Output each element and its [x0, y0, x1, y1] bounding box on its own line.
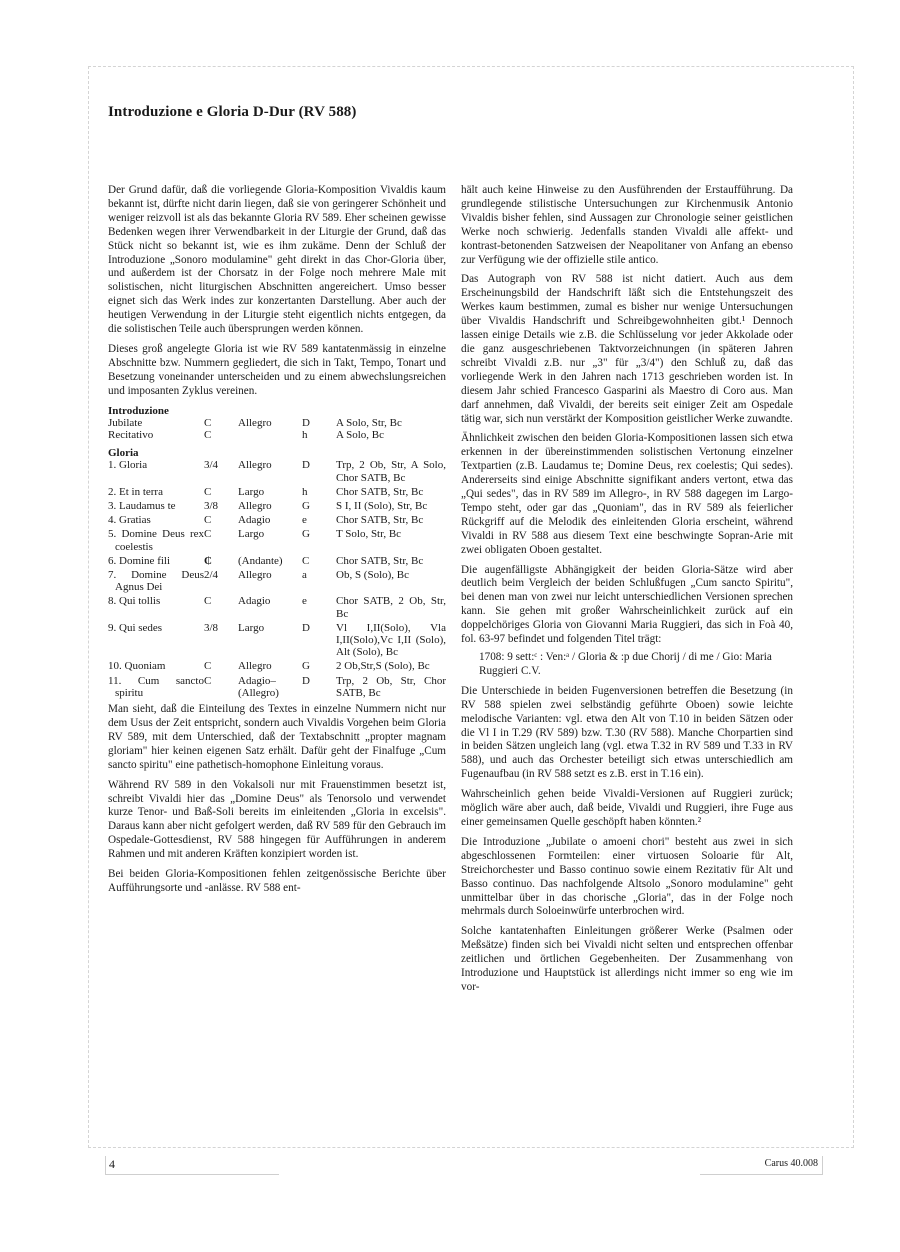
- movement-title: 9. Qui sedes: [108, 621, 163, 634]
- movement-key: a: [302, 569, 307, 582]
- movement-tempo: Allegro: [238, 660, 272, 673]
- table-row: [108, 429, 446, 441]
- movement-title: 10. Quoniam: [108, 660, 166, 673]
- movement-tempo: (Andante): [238, 554, 283, 567]
- paragraph: Während RV 589 in den Vokalsoli nur mit Frauenstimmen besetzt ist, schreibt Vivaldi hier das „Domine Deus" als Tenorsolo und verwendet kurze Tenor- und Baß-Soli bereits im einleitenden „Gloria in excelsis". Daraus kann aber nicht gefolgert werden, daß RV 589 für den Gebrauch im Ospedale-Gottesdienst, RV 588 hingegen für Aufführungen in anderem Rahmen und mit anderen Kräften konzipiert worden ist.: [108, 778, 446, 861]
- movement-time: C: [204, 528, 212, 541]
- movement-scoring: A Solo, Str, Bc: [336, 416, 402, 429]
- movement-key: D: [302, 621, 310, 634]
- movement-key: G: [302, 500, 310, 513]
- movement-key: G: [302, 660, 310, 673]
- movement-title: 11. Cum sancto spiritu: [108, 674, 204, 699]
- movement-tempo: Adagio: [238, 595, 271, 608]
- movement-title: 8. Qui tollis: [108, 595, 161, 608]
- table-row: [108, 593, 446, 619]
- table-row: [108, 417, 446, 429]
- movement-scoring: Chor SATB, Str, Bc: [336, 514, 424, 527]
- table-row: [108, 512, 446, 526]
- movement-key: h: [302, 429, 308, 441]
- movement-tempo: Adagio–(Allegro): [238, 674, 279, 699]
- movement-scoring: 2 Ob,Str,S (Solo), Bc: [336, 660, 430, 673]
- movement-table: [108, 405, 446, 699]
- movement-time: C: [204, 416, 212, 429]
- table-row: [108, 484, 446, 498]
- movement-title: 7. Domine Deus Agnus Dei: [108, 569, 204, 594]
- movement-key: h: [302, 485, 308, 498]
- movement-scoring: Trp, 2 Ob, Str, Chor SATB, Bc: [336, 674, 446, 699]
- movement-time: C: [204, 514, 212, 527]
- movement-title: Recitativo: [108, 429, 154, 441]
- movement-key: D: [302, 674, 310, 687]
- movement-scoring: Chor SATB, 2 Ob, Str, Bc: [336, 595, 446, 620]
- source-title-quote: 1708: 9 sett:ᶜ : Ven:ᵃ / Gloria & :p due Chorij / di me / Gio: Maria Ruggieri C.V.: [479, 651, 772, 677]
- movement-time: C: [204, 595, 212, 608]
- publisher-catalog-number: Carus 40.008: [700, 1156, 823, 1175]
- movement-scoring: Chor SATB, Str, Bc: [336, 485, 424, 498]
- movement-scoring: Chor SATB, Str, Bc: [336, 554, 424, 567]
- movement-time: 3/8: [204, 500, 219, 513]
- table-row: [108, 553, 446, 567]
- movement-tempo: Allegro: [238, 500, 272, 513]
- table-row: [108, 498, 446, 512]
- movement-title: 6. Domine fili: [108, 554, 171, 567]
- right-column: [461, 184, 793, 1001]
- table-row: [108, 673, 446, 699]
- movement-title: Jubilate: [108, 416, 143, 429]
- movement-key: G: [302, 528, 310, 541]
- movement-key: e: [302, 514, 307, 527]
- movement-time: 2/4: [204, 569, 219, 582]
- table-row: [108, 620, 446, 659]
- movement-time: C: [204, 674, 212, 687]
- movement-key: D: [302, 459, 310, 472]
- paragraph: Das Autograph von RV 588 ist nicht datiert. Auch aus dem Erscheinungsbild der Handschrift läßt sich die Entstehungszeit des Werkes kaum bestimmen, zumal es bisher nur wenige Untersuchungen über Vivaldis Handschrift und Schreibgewohnheiten gibt.¹ Dennoch lassen einige Details wie z.B. die Schlüsselung vor jeder Akkolade oder die ganz ausgeschriebenen Taktvorzeichnungen (in späteren Jahren schreibt Vivaldi z.B. nur „3" für „3/4") den Schluß zu, daß das vorliegende Werk in den Jahren nach 1713 geschrieben worden ist. In diesem Jahr schied Francesco Gasparini als Maestro di Coro aus. Man darf annehmen, daß Vivaldi, der bereits seit einiger Zeit am Ospedale tätig war, sich nun verstärkt der Komposition geistlicher Werke zuwandte.: [461, 273, 793, 425]
- left-column: [108, 184, 446, 902]
- movement-title: 2. Et in terra: [108, 485, 163, 498]
- movement-time: C: [204, 429, 212, 441]
- table-row: [108, 658, 446, 672]
- movement-key: D: [302, 416, 310, 429]
- movement-time: 3/8: [204, 621, 219, 634]
- paragraph: Die augenfälligste Abhängigkeit der beiden Gloria-Sätze wird aber deutlich beim Vergleich der beiden Schlußfugen „Cum sancto Spiritu", bei denen man von zwei nur leicht unterschiedlichen Versionen sprechen kann. Sie gehen mit großer Wahrscheinlichkeit zurück auf ein doppelchöriges Gloria von Giovanni Maria Ruggieri, das sich in Foà 40, fol. 63-97 befindet und folgenden Titel trägt:: [461, 563, 793, 646]
- movement-title: 3. Laudamus te: [108, 500, 176, 513]
- table-row: [108, 459, 446, 483]
- table-group-heading: Introduzione: [108, 404, 169, 417]
- paragraph: Dieses groß angelegte Gloria ist wie RV 589 kantatenmässig in einzelne Abschnitte bzw. Nummern gegliedert, die sich in Takt, Tempo, Tonart und Besetzung voneinander unterscheiden und zu einem abwechslungsreichen und imposanten Zyklus vereinen.: [108, 342, 446, 397]
- movement-scoring: Vl I,II(Solo), Vla I,II(Solo),Vc I,II (Solo), Alt (Solo), Bc: [336, 621, 446, 659]
- table-group-heading: Gloria: [108, 447, 139, 460]
- movement-scoring: S I, II (Solo), Str, Bc: [336, 500, 428, 513]
- paragraph: Wahrscheinlich gehen beide Vivaldi-Versionen auf Ruggieri zurück; möglich wäre aber auch, daß beide, Vivaldi und Ruggieri, ihre Fuge aus einer gemeinsamen Quelle geschöpft haben könnten.²: [461, 788, 793, 828]
- movement-scoring: A Solo, Bc: [336, 429, 384, 441]
- movement-tempo: Largo: [238, 528, 265, 541]
- page-title: Introduzione e Gloria D-Dur (RV 588): [108, 104, 357, 120]
- movement-tempo: Adagio: [238, 514, 271, 527]
- paragraph: hält auch keine Hinweise zu den Ausführenden der Erstaufführung. Da grundlegende stilistische Untersuchungen zur Kirchenmusik Antonio Vivaldis bisher fehlen, sind Aussagen zur Chronologie seiner geistlichen Werke noch schwierig. Jedenfalls standen Vivaldi alle affekt- und kontrast-betonenden Satzweisen der Neapolitaner von Anfang an ebenso zur Verfügung wie der offizielle stile antico.: [461, 184, 793, 266]
- movement-title: 4. Gratias: [108, 514, 151, 527]
- movement-scoring: Trp, 2 Ob, Str, A Solo, Chor SATB, Bc: [336, 459, 446, 484]
- paragraph: Man sieht, daß die Einteilung des Textes in einzelne Nummern nicht nur dem Usus der Zeit entspricht, sondern auch Vivaldis Vorgehen beim Gloria RV 589, mit dem Unterschied, daß der Textabschnitt „propter magnam gloriam" hier keinen eigenen Satz erhält. Dafür geht der Finalfuge „Cum sancto spiritu" eine pathetisch-homophone Einleitung voraus.: [108, 703, 446, 771]
- movement-scoring: T Solo, Str, Bc: [336, 528, 402, 541]
- movement-time: C: [204, 660, 212, 673]
- movement-title: 1. Gloria: [108, 459, 148, 472]
- movement-tempo: [238, 429, 302, 441]
- movement-key: e: [302, 595, 307, 608]
- paragraph: Der Grund dafür, daß die vorliegende Gloria-Komposition Vivaldis kaum bekannt ist, dürfte nicht darin liegen, daß sie von geringerer Schönheit und weniger reizvoll ist als das bekannte Gloria RV 589. Eher scheinen gewisse Bedenken wegen ihrer Verwendbarkeit in der Liturgie der Grund, daß das Stück nicht so bekannt ist, wie es ihm zukäme. Denn der Schluß der Introduzione „Sonoro modulamine" geht direkt in das Chor-Gloria über, und außerdem ist der Chorsatz in der Folge noch mehrere Male mit solistischen, nicht liturgischen Abschnitten angereichert. Umso besser eignet sich das Werk indes zur konzertanten Darstellung. Aber auch der heutigen Verwendung in der Liturgie steht eigentlich nichts entgegen, da die solistischen Teile auch übersprungen werden können.: [108, 184, 446, 336]
- movement-tempo: Allegro: [238, 459, 272, 472]
- movement-key: C: [302, 554, 310, 567]
- movement-time: C: [204, 485, 212, 498]
- paragraph: Die Unterschiede in beiden Fugenversionen betreffen die Besetzung (in RV 588 spielen zwei selbständig geführte Oboen) sowie leichte melodische Varianten: vgl. etwa den Alt von T.10 in beiden Sätzen oder die Vl I in T.29 (RV 589) bzw. T.30 (RV 588). Manche Chorpartien sind in beiden Sätzen ungleich lang (vgl. etwa T.32 in RV 589 und T.33 in RV 588), und auch das Orchester beteiligt sich etwas unterschiedlich am Fugenaufbau (in RV 588 setzt es z.B. erst in T.16 ein).: [461, 684, 793, 781]
- movement-scoring: Ob, S (Solo), Bc: [336, 569, 410, 582]
- movement-tempo: Allegro: [238, 416, 272, 429]
- paragraph: Die Introduzione „Jubilate o amoeni chori" besteht aus zwei in sich abgeschlossenen Formteilen: einer virtuosen Soloarie für Alt, Streichorchester und Basso continuo sowie einem Rezitativ für Alt und Basso continuo. Das nachfolgende Altsolo „Sonoro modulamine" geht unmittelbar über in das chorische „Gloria", das in der Folge noch mehrmals durch Soloeinwürfe unterbrochen wird.: [461, 835, 793, 918]
- movement-tempo: Largo: [238, 621, 265, 634]
- movement-title: 5. Domine Deus rex coelestis: [108, 528, 204, 553]
- table-row: [108, 567, 446, 593]
- movement-tempo: Largo: [238, 485, 265, 498]
- movement-time: ₵: [204, 554, 212, 567]
- movement-tempo: Allegro: [238, 569, 272, 582]
- paragraph: Ähnlichkeit zwischen den beiden Gloria-Kompositionen lassen sich etwa erkennen in der übereinstimmenden solistischen Vertonung einzelner Textpartien (z.B. Laudamus te; Domine Deus, rex coelestis; Qui sedes). Andererseits sind einige Abschnitte signifikant anders vertont, etwa das „Qui sedes", das in RV 589 im Allegro-, in RV 588 dagegen im Largo-Tempo steht, oder gar das „Quoniam", das in RV 589 als feierlicher Rückgriff auf die Melodik des einleitenden Gloria erscheint, während Vivaldi in RV 588 aus diesem Text eine beschwingte Sopran-Arie mit zwei obligaten Oboen gestaltet.: [461, 432, 793, 556]
- page-number: 4: [105, 1156, 279, 1175]
- paragraph: Bei beiden Gloria-Kompositionen fehlen zeitgenössische Berichte über Aufführungsorte und -anlässe. RV 588 ent-: [108, 868, 446, 894]
- table-row: [108, 526, 446, 552]
- movement-time: 3/4: [204, 459, 219, 472]
- paragraph: Solche kantatenhaften Einleitungen größerer Werke (Psalmen oder Meßsätze) finden sich bei Vivaldi nicht selten und entsprechen offenbar zeitlichen und örtlichen Gegebenheiten. Der Zusammenhang von Introduzione und Hauptstück ist allerdings nicht immer so eng wie im vor-: [461, 925, 793, 993]
